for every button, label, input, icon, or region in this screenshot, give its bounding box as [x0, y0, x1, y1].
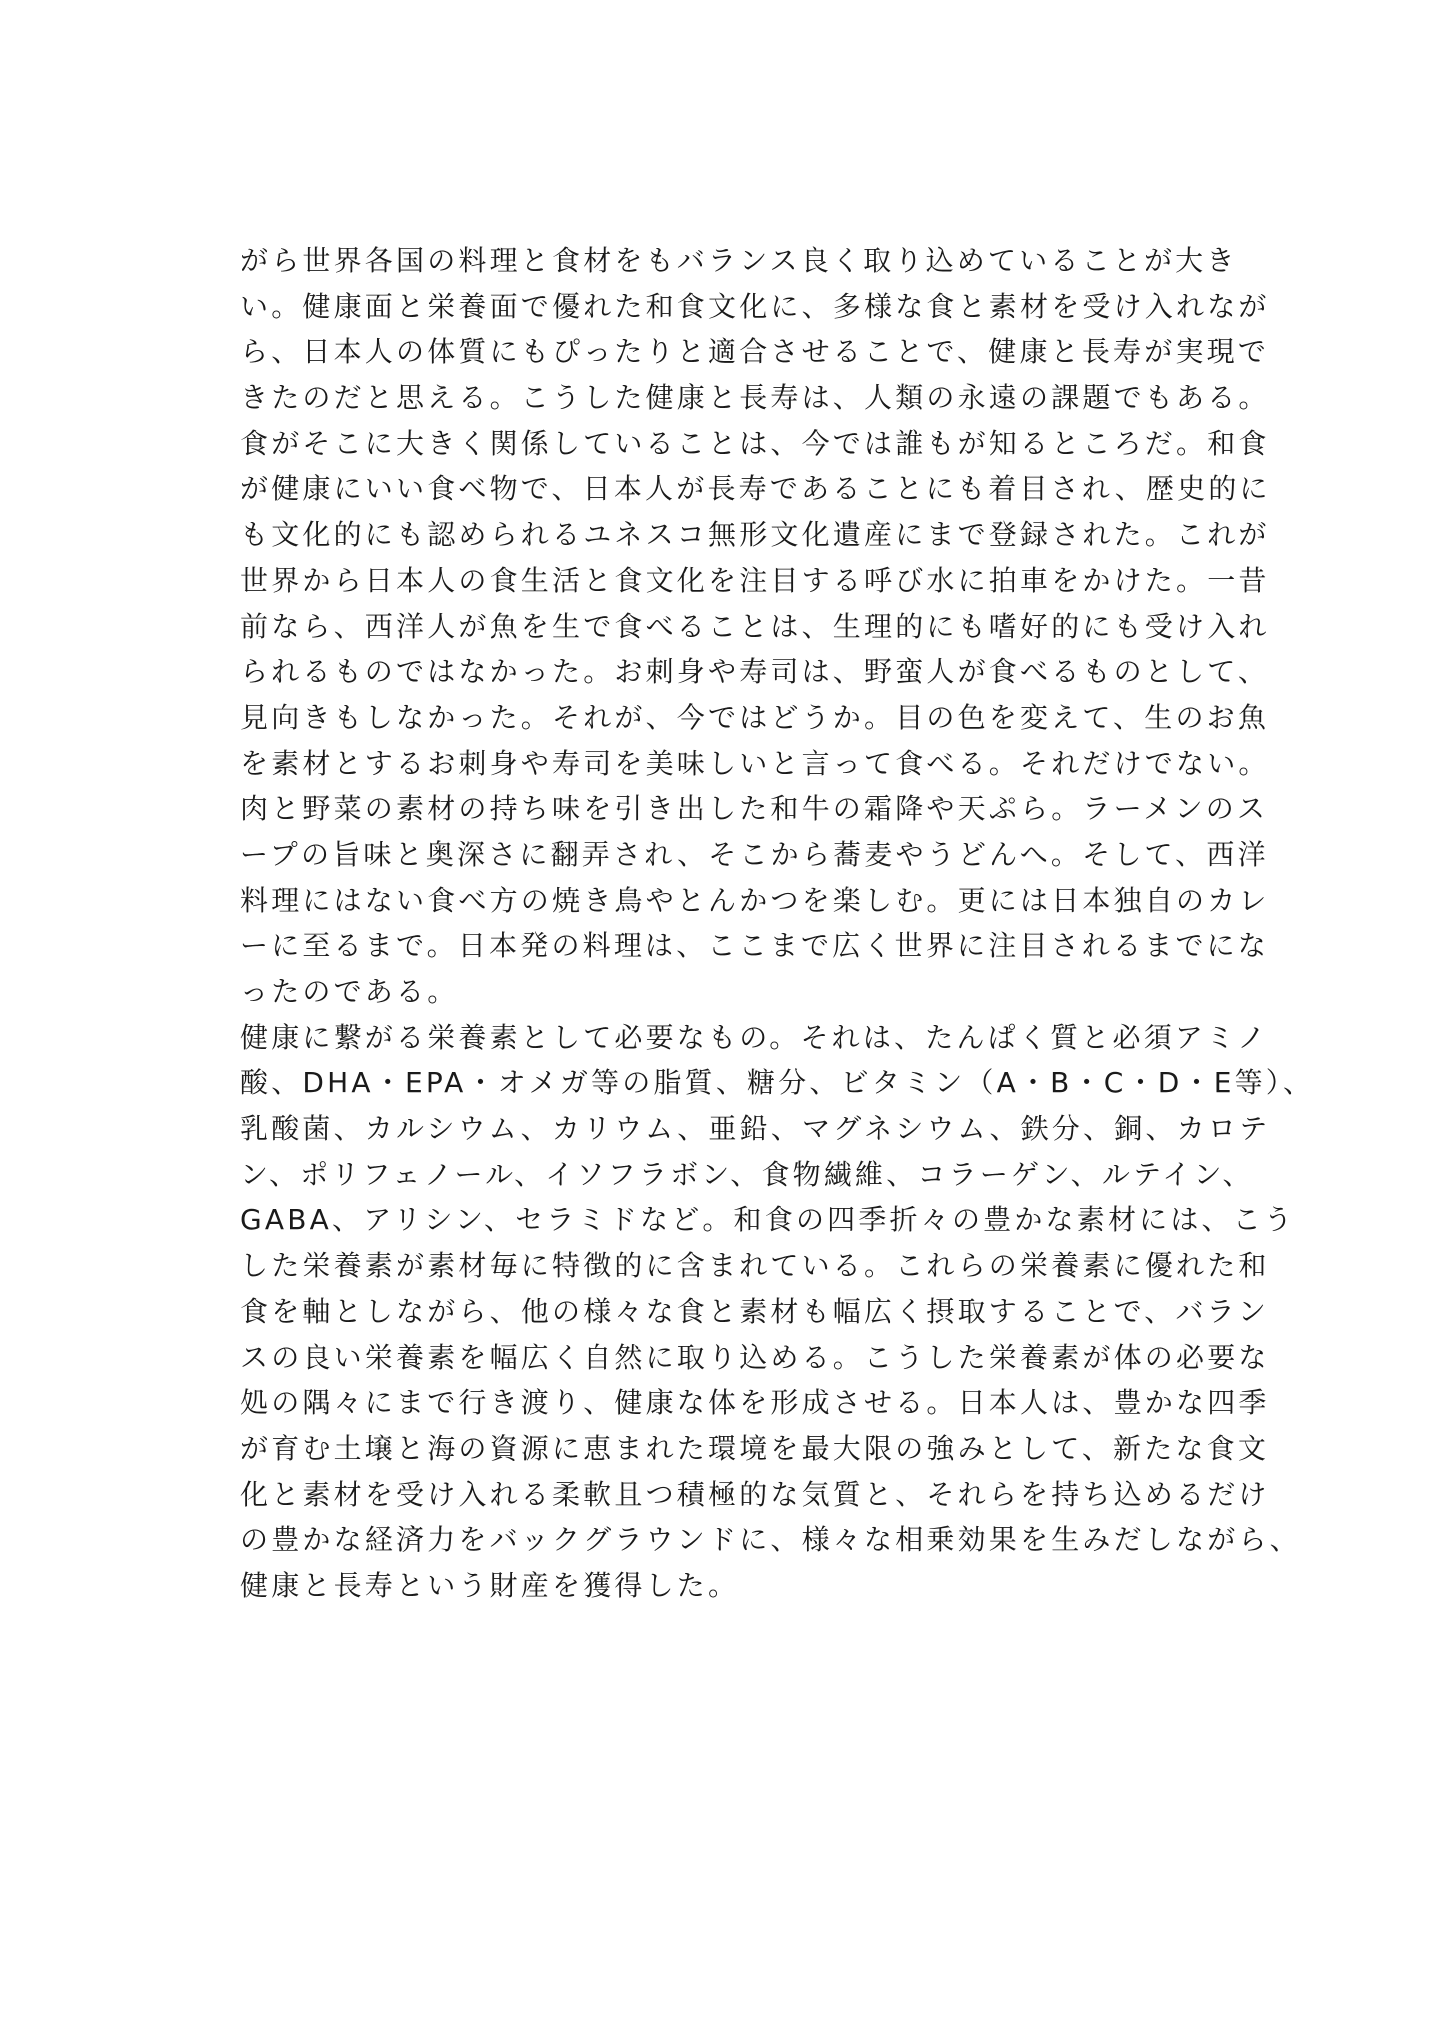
text-line: 食を軸としながら、他の様々な食と素材も幅広く摂取することで、バラン [240, 1294, 1270, 1328]
text-line: ーに至るまで。日本発の料理は、ここまで広く世界に注目されるまでにな [240, 929, 1270, 963]
text-line: 前なら、西洋人が魚を生で食べることは、生理的にも嗜好的にも受け入れ [240, 609, 1270, 643]
text-line: GABA、アリシン、セラミドなど。和食の四季折々の豊かな素材には、こう [240, 1203, 1296, 1237]
text-line: ったのである。 [240, 975, 459, 1008]
text-line: も文化的にも認められるユネスコ無形文化遺産にまで登録された。これが [240, 518, 1270, 552]
text-line: 健康と長寿という財産を獲得した。 [240, 1568, 740, 1602]
text-line: 健康に繋がる栄養素として必要なもの。それは、たんぱく質と必須アミノ [240, 1020, 1269, 1054]
text-line: 見向きもしなかった。それが、今ではどうか。目の色を変えて、生のお魚 [240, 700, 1270, 734]
text-line: 肉と野菜の素材の持ち味を引き出した和牛の霜降や天ぷら。ラーメンのス [240, 792, 1269, 826]
text-line: 料理にはない食べ方の焼き鳥やとんかつを楽しむ。更には日本独自のカレ [240, 883, 1270, 917]
text-line: い。健康面と栄養面で優れた和食文化に、多様な食と素材を受け入れなが [240, 289, 1270, 323]
text-line: が健康にいい食べ物で、日本人が長寿であることにも着目され、歴史的に [240, 472, 1271, 506]
text-line: スの良い栄養素を幅広く自然に取り込める。こうした栄養素が体の必要な [240, 1340, 1270, 1374]
text-line: 化と素材を受け入れる柔軟且つ積極的な気質と、それらを持ち込めるだけ [240, 1477, 1270, 1511]
text-line: 食がそこに大きく関係していることは、今では誰もが知るところだ。和食 [240, 426, 1270, 460]
text-line: ープの旨味と奥深さに翻弄され、そこから蕎麦やうどんへ。そして、西洋 [240, 837, 1269, 871]
text-line: 酸、DHA・EPA・オメガ等の脂質、糖分、ビタミン（A・B・C・D・E等）、 [240, 1066, 1315, 1100]
text-line: 処の隅々にまで行き渡り、健康な体を形成させる。日本人は、豊かな四季 [240, 1386, 1270, 1420]
text-line: ら、日本人の体質にもぴったりと適合させることで、健康と長寿が実現で [240, 335, 1270, 369]
text-line: 乳酸菌、カルシウム、カリウム、亜鉛、マグネシウム、鉄分、銅、カロテ [240, 1112, 1271, 1146]
body-text [240, 238, 1315, 1609]
text-line: した栄養素が素材毎に特徴的に含まれている。これらの栄養素に優れた和 [240, 1249, 1270, 1283]
text-line: られるものではなかった。お刺身や寿司は、野蛮人が食べるものとして、 [240, 655, 1270, 689]
text-line: ン、ポリフェノール、イソフラボン、食物繊維、コラーゲン、ルテイン、 [240, 1157, 1254, 1191]
text-line: の豊かな経済力をバックグラウンドに、様々な相乗効果を生みだしながら、 [240, 1523, 1301, 1557]
text-line: を素材とするお刺身や寿司を美味しいと言って食べる。それだけでない。 [240, 746, 1270, 780]
text-line: 世界から日本人の食生活と食文化を注目する呼び水に拍車をかけた。一昔 [240, 563, 1270, 597]
text-line: がら世界各国の料理と食材をもバランス良く取り込めていることが大き [240, 244, 1238, 277]
text-line: が育む土壌と海の資源に恵まれた環境を最大限の強みとして、新たな食文 [240, 1431, 1270, 1465]
text-line: きたのだと思える。こうした健康と長寿は、人類の永遠の課題でもある。 [240, 381, 1270, 415]
